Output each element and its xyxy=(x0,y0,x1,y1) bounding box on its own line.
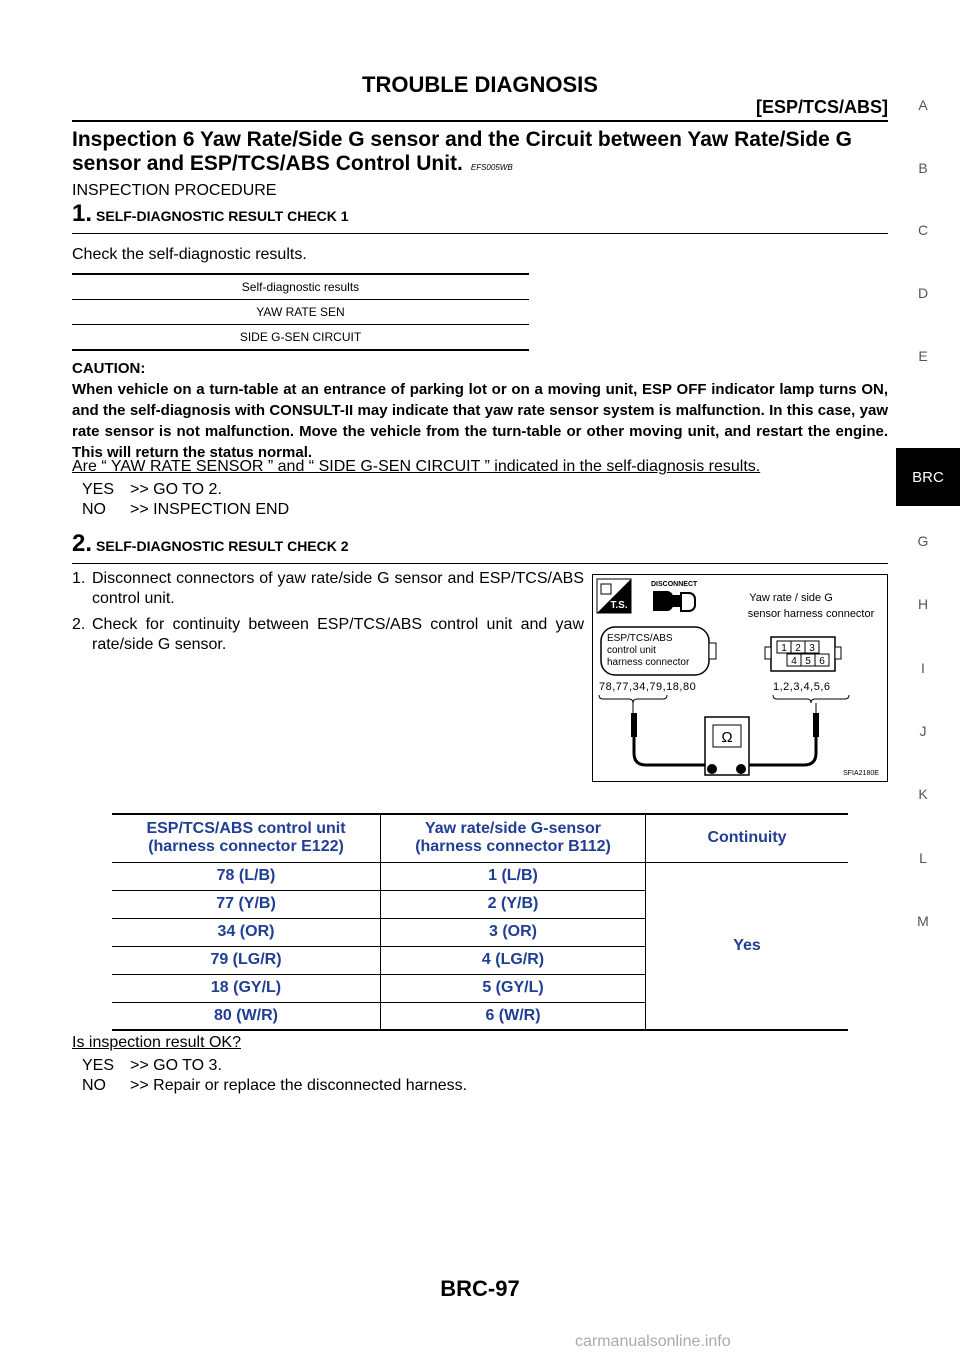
sensor-pin-cell: 5 (GY/L) xyxy=(381,974,646,1002)
step2-item2-num: 2. xyxy=(72,616,86,633)
self-diag-table-header-row xyxy=(72,274,529,300)
sensor-pin-cell: 2 (Y/B) xyxy=(381,890,646,918)
watermark: carmanualsonline.info xyxy=(575,1333,731,1350)
continuity-table xyxy=(112,813,848,1031)
unit-label-2: control unit xyxy=(607,645,656,656)
unit-pin-cell: 18 (GY/L) xyxy=(112,974,381,1002)
step1-title: SELF-DIAGNOSTIC RESULT CHECK 1 xyxy=(96,208,349,224)
self-diag-row-yaw-rate: YAW RATE SEN xyxy=(256,305,345,319)
unit-pin-cell: 77 (Y/B) xyxy=(112,890,381,918)
step1-number: 1. xyxy=(72,200,93,227)
step2-answers xyxy=(82,1056,467,1096)
step2-item1-text: Disconnect connectors of yaw rate/side G sensor and ESP/TCS/ABS control unit. xyxy=(92,570,584,607)
ts-label: T.S. xyxy=(610,600,628,611)
self-diag-table-wrap xyxy=(72,273,529,351)
section-title xyxy=(72,128,892,180)
step1-no-key: NO xyxy=(82,501,106,518)
step2-no-text: >> Repair or replace the disconnected harness. xyxy=(130,1077,468,1094)
side-index-k[interactable]: K xyxy=(918,786,928,802)
list-item xyxy=(72,615,584,655)
sensor-pin-cell: 6 (W/R) xyxy=(381,1002,646,1030)
step2-no-row xyxy=(82,1076,467,1096)
pin-5: 5 xyxy=(805,656,811,667)
header-rule xyxy=(72,120,888,122)
sensor-pin-cell: 1 (L/B) xyxy=(381,862,646,890)
sensor-pins: 1,2,3,4,5,6 xyxy=(773,681,831,693)
disconnect-label: DISCONNECT xyxy=(651,581,698,588)
self-diag-row-side-g: SIDE G-SEN CIRCUIT xyxy=(72,325,529,351)
pin-2: 2 xyxy=(795,643,801,654)
col-header-sensor-line1: Yaw rate/side G-sensor xyxy=(424,820,602,838)
step1-no-row xyxy=(82,500,289,520)
pin-4: 4 xyxy=(791,656,797,667)
side-index-d[interactable]: D xyxy=(917,285,929,301)
unit-label-1: ESP/TCS/ABS xyxy=(607,633,673,644)
step1-answers xyxy=(82,480,289,520)
pin-1: 1 xyxy=(781,643,787,654)
caution-label: CAUTION: xyxy=(72,360,146,377)
side-index-c[interactable]: C xyxy=(917,222,929,238)
unit-pin-cell: 80 (W/R) xyxy=(112,1002,381,1030)
table-row xyxy=(112,862,848,890)
step2-heading xyxy=(72,530,888,564)
unit-pins: 78,77,34,79,18,80 xyxy=(599,681,697,693)
step2-question: Is inspection result OK? xyxy=(72,1034,241,1051)
step1-yes-key: YES xyxy=(82,481,115,498)
col-header-unit-line2: (harness connector E122) xyxy=(148,838,344,856)
sensor-connector xyxy=(765,637,841,671)
col-header-unit xyxy=(112,814,381,862)
step1-yes-text: >> GO TO 2. xyxy=(130,481,222,498)
step2-title: SELF-DIAGNOSTIC RESULT CHECK 2 xyxy=(96,538,349,554)
wire-left xyxy=(634,737,710,765)
sensor-brace xyxy=(773,695,849,703)
ohmmeter-icon xyxy=(705,717,749,775)
table-row xyxy=(72,325,529,351)
self-diag-table xyxy=(72,273,529,351)
connector-diagram xyxy=(592,574,888,782)
ohm-symbol: Ω xyxy=(721,729,733,746)
continuity-header-row xyxy=(112,814,848,862)
continuity-table-wrap xyxy=(112,813,848,1031)
figure-id: SFIA2180E xyxy=(843,770,879,777)
step2-number: 2. xyxy=(72,530,93,557)
side-index-brc-active[interactable]: BRC xyxy=(896,448,960,506)
step1-heading xyxy=(72,200,888,234)
side-index-i[interactable]: I xyxy=(921,660,925,676)
probe-left xyxy=(631,713,637,737)
connector-diagram-svg xyxy=(593,575,887,781)
list-item xyxy=(72,569,584,609)
section-title-line2-wrap xyxy=(72,152,892,180)
col-header-sensor-line2: (harness connector B112) xyxy=(415,838,611,856)
doc-id: EFS005WB xyxy=(470,163,513,172)
section-title-line1: Inspection 6 Yaw Rate/Side G sensor and the Circuit between Yaw Rate/Side G xyxy=(72,128,852,151)
pin-6: 6 xyxy=(819,656,825,667)
sensor-pin-cell: 3 (OR) xyxy=(381,918,646,946)
col-header-continuity: Continuity xyxy=(646,814,849,862)
caution-block xyxy=(72,358,888,463)
side-index-m[interactable]: M xyxy=(917,913,929,929)
unit-label-3: harness connector xyxy=(607,657,690,668)
step2-list xyxy=(72,569,584,655)
side-index-g[interactable]: G xyxy=(917,533,929,549)
step2-item2-text: Check for continuity between ESP/TCS/ABS control unit and yaw rate/side G sensor. xyxy=(92,616,584,653)
col-header-unit-line1: ESP/TCS/ABS control unit xyxy=(146,820,346,838)
step2-yes-key: YES xyxy=(82,1057,115,1074)
unit-pin-cell: 79 (LG/R) xyxy=(112,946,381,974)
probe-right xyxy=(813,713,819,737)
side-index-e[interactable]: E xyxy=(918,348,928,364)
caution-text: When vehicle on a turn-table at an entrance of parking lot or on a moving unit, ESP OFF indicator lamp turns ON, and the self-diagnosis with CONSULT-II may indicate that yaw rate sensor system is malfunction. In this case, yaw rate sensor is not malfunction. Move the vehicle from the turn-table or other moving unit, and restart the engine. This will return the status normal. xyxy=(72,381,888,461)
unit-connector xyxy=(601,627,716,675)
side-index-l[interactable]: L xyxy=(919,850,927,866)
sensor-label-2: sensor harness connector xyxy=(747,608,875,620)
sensor-label-1: Yaw rate / side G xyxy=(749,592,833,604)
step1-question: Are “ YAW RATE SENSOR ” and “ SIDE G-SEN CIRCUIT ” indicated in the self-diagnosis results. xyxy=(72,458,761,475)
unit-brace xyxy=(599,695,667,703)
continuity-value-cell: Yes xyxy=(733,936,761,954)
disconnect-icon xyxy=(651,581,698,611)
side-index-a[interactable]: A xyxy=(918,97,928,113)
step2-no-key: NO xyxy=(82,1077,106,1094)
procedure-label: INSPECTION PROCEDURE xyxy=(72,182,277,199)
page-header-subtitle: [ESP/TCS/ABS] xyxy=(755,97,888,117)
col-header-sensor xyxy=(381,814,646,862)
step2-items xyxy=(72,569,584,661)
page-header-title: TROUBLE DIAGNOSIS xyxy=(362,72,598,97)
section-title-line2: sensor and ESP/TCS/ABS Control Unit. xyxy=(72,152,463,175)
page-number: BRC-97 xyxy=(440,1276,520,1301)
unit-pin-cell: 78 (L/B) xyxy=(112,862,381,890)
side-index-j[interactable]: J xyxy=(919,723,927,739)
unit-pin-cell: 34 (OR) xyxy=(112,918,381,946)
sensor-pin-cell: 4 (LG/R) xyxy=(381,946,646,974)
ts-icon xyxy=(597,579,631,613)
table-row xyxy=(72,300,529,325)
side-index-h[interactable]: H xyxy=(917,596,929,612)
pin-3: 3 xyxy=(809,643,815,654)
self-diag-table-header: Self-diagnostic results xyxy=(72,274,529,300)
step2-yes-row xyxy=(82,1056,467,1076)
step2-item1-num: 1. xyxy=(72,570,86,587)
wire-right xyxy=(742,737,816,765)
step1-yes-row xyxy=(82,480,289,500)
step1-no-text: >> INSPECTION END xyxy=(130,501,290,518)
step2-yes-text: >> GO TO 3. xyxy=(130,1057,222,1074)
side-index-b[interactable]: B xyxy=(918,160,928,176)
step1-instruction: Check the self-diagnostic results. xyxy=(72,246,307,263)
